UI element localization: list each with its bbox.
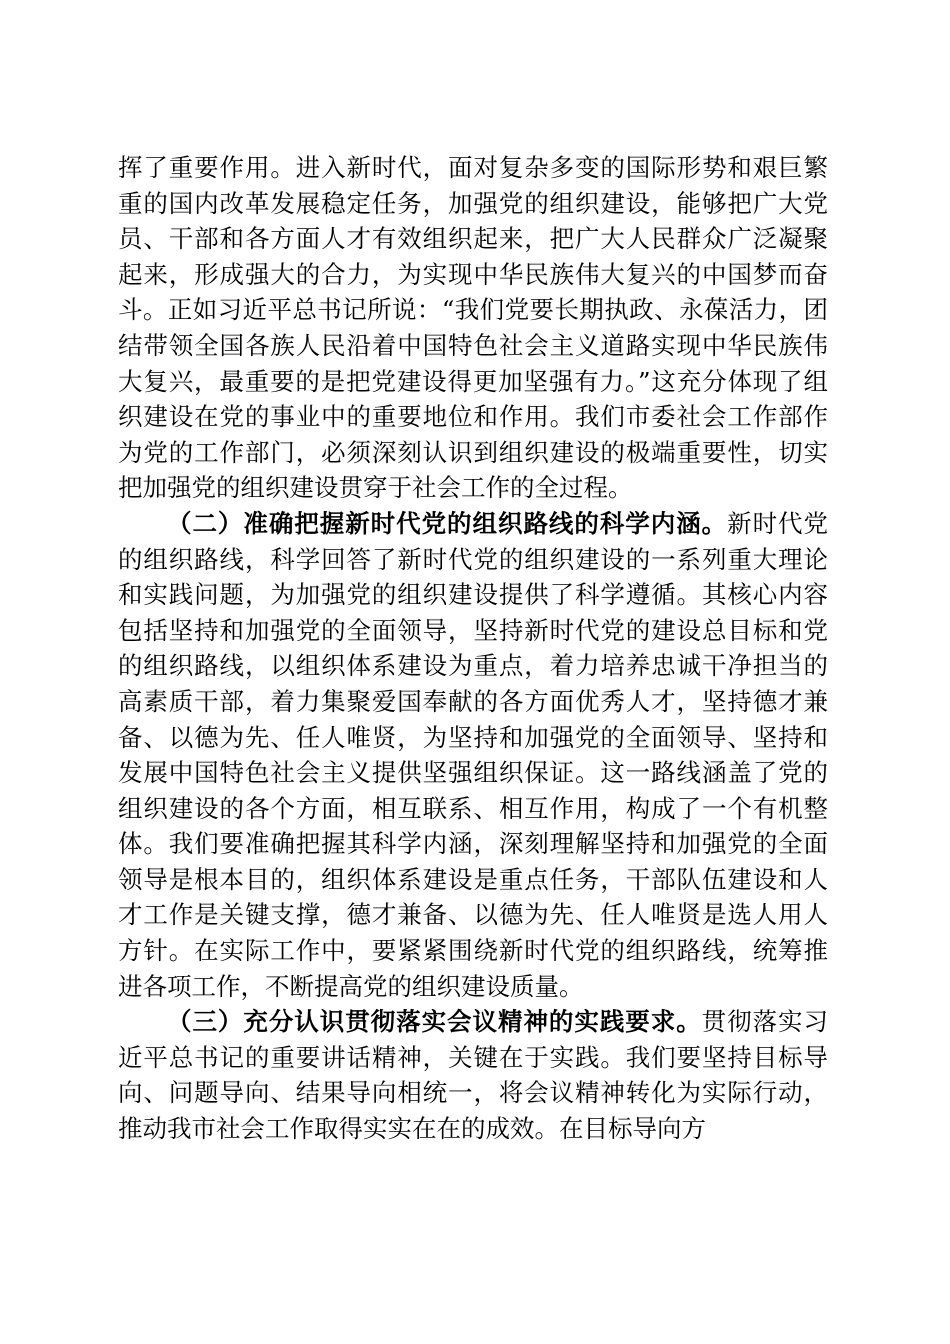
paragraph-text: 贯彻落实习近平总书记的重要讲话精神，关键在于实践。我们要坚持目标导向、问题导向、结果导向相统一，将会议精神转化为实际行动，推动我市社会工作取得实实在在的成效。在目标导向方 [118,1007,829,1144]
document-body [118,150,828,1147]
section-heading: （三）充分认识贯彻落实会议精神的实践要求。 [167,1007,702,1037]
paragraph-text: 新时代党的组织路线，科学回答了新时代党的组织建设的一系列重大理论和实践问题，为加强党的组织建设提供了科学遵循。其核心内容包括坚持和加强党的全面领导，坚持新时代党的建设总目标和党的组织路线，以组织体系建设为重点，着力培养忠诚干净担当的高素质干部，着力集聚爱国奉献的各方面优秀人才，坚持德才兼备、以德为先、任人唯贤，为坚持和加强党的全面领导、坚持和发展中国特色社会主义提供坚强组织保证。这一路线涵盖了党的组织建设的各个方面，相互联系、相互作用，构成了一个有机整体。我们要准确把握其科学内涵，深刻理解坚持和加强党的全面领导是根本目的，组织体系建设是重点任务，干部队伍建设和人才工作是关键支撑，德才兼备、以德为先、任人唯贤是选人用人方针。在实际工作中，要紧紧围绕新时代党的组织路线，统筹推进各项工作，不断提高党的组织建设质量。 [118,508,829,1001]
paragraph-section-2 [118,506,828,1004]
section-heading: （二）准确把握新时代党的组织路线的科学内涵。 [167,508,728,538]
paragraph-section-3 [118,1004,828,1146]
paragraph-continuation [118,150,828,506]
paragraph-text: 挥了重要作用。进入新时代，面对复杂多变的国际形势和艰巨繁重的国内改革发展稳定任务，加强党的组织建设，能够把广大党员、干部和各方面人才有效组织起来，把广大人民群众广泛凝聚起来，形成强大的合力，为实现中华民族伟大复兴的中国梦而奋斗。正如习近平总书记所说：“我们党要长期执政、永葆活力，团结带领全国各族人民沿着中国特色社会主义道路实现中华民族伟大复兴，最重要的是把党建设得更加坚强有力。”这充分体现了组织建设在党的事业中的重要地位和作用。我们市委社会工作部作为党的工作部门，必须深刻认识到组织建设的极端重要性，切实把加强党的组织建设贯穿于社会工作的全过程。 [118,153,828,503]
